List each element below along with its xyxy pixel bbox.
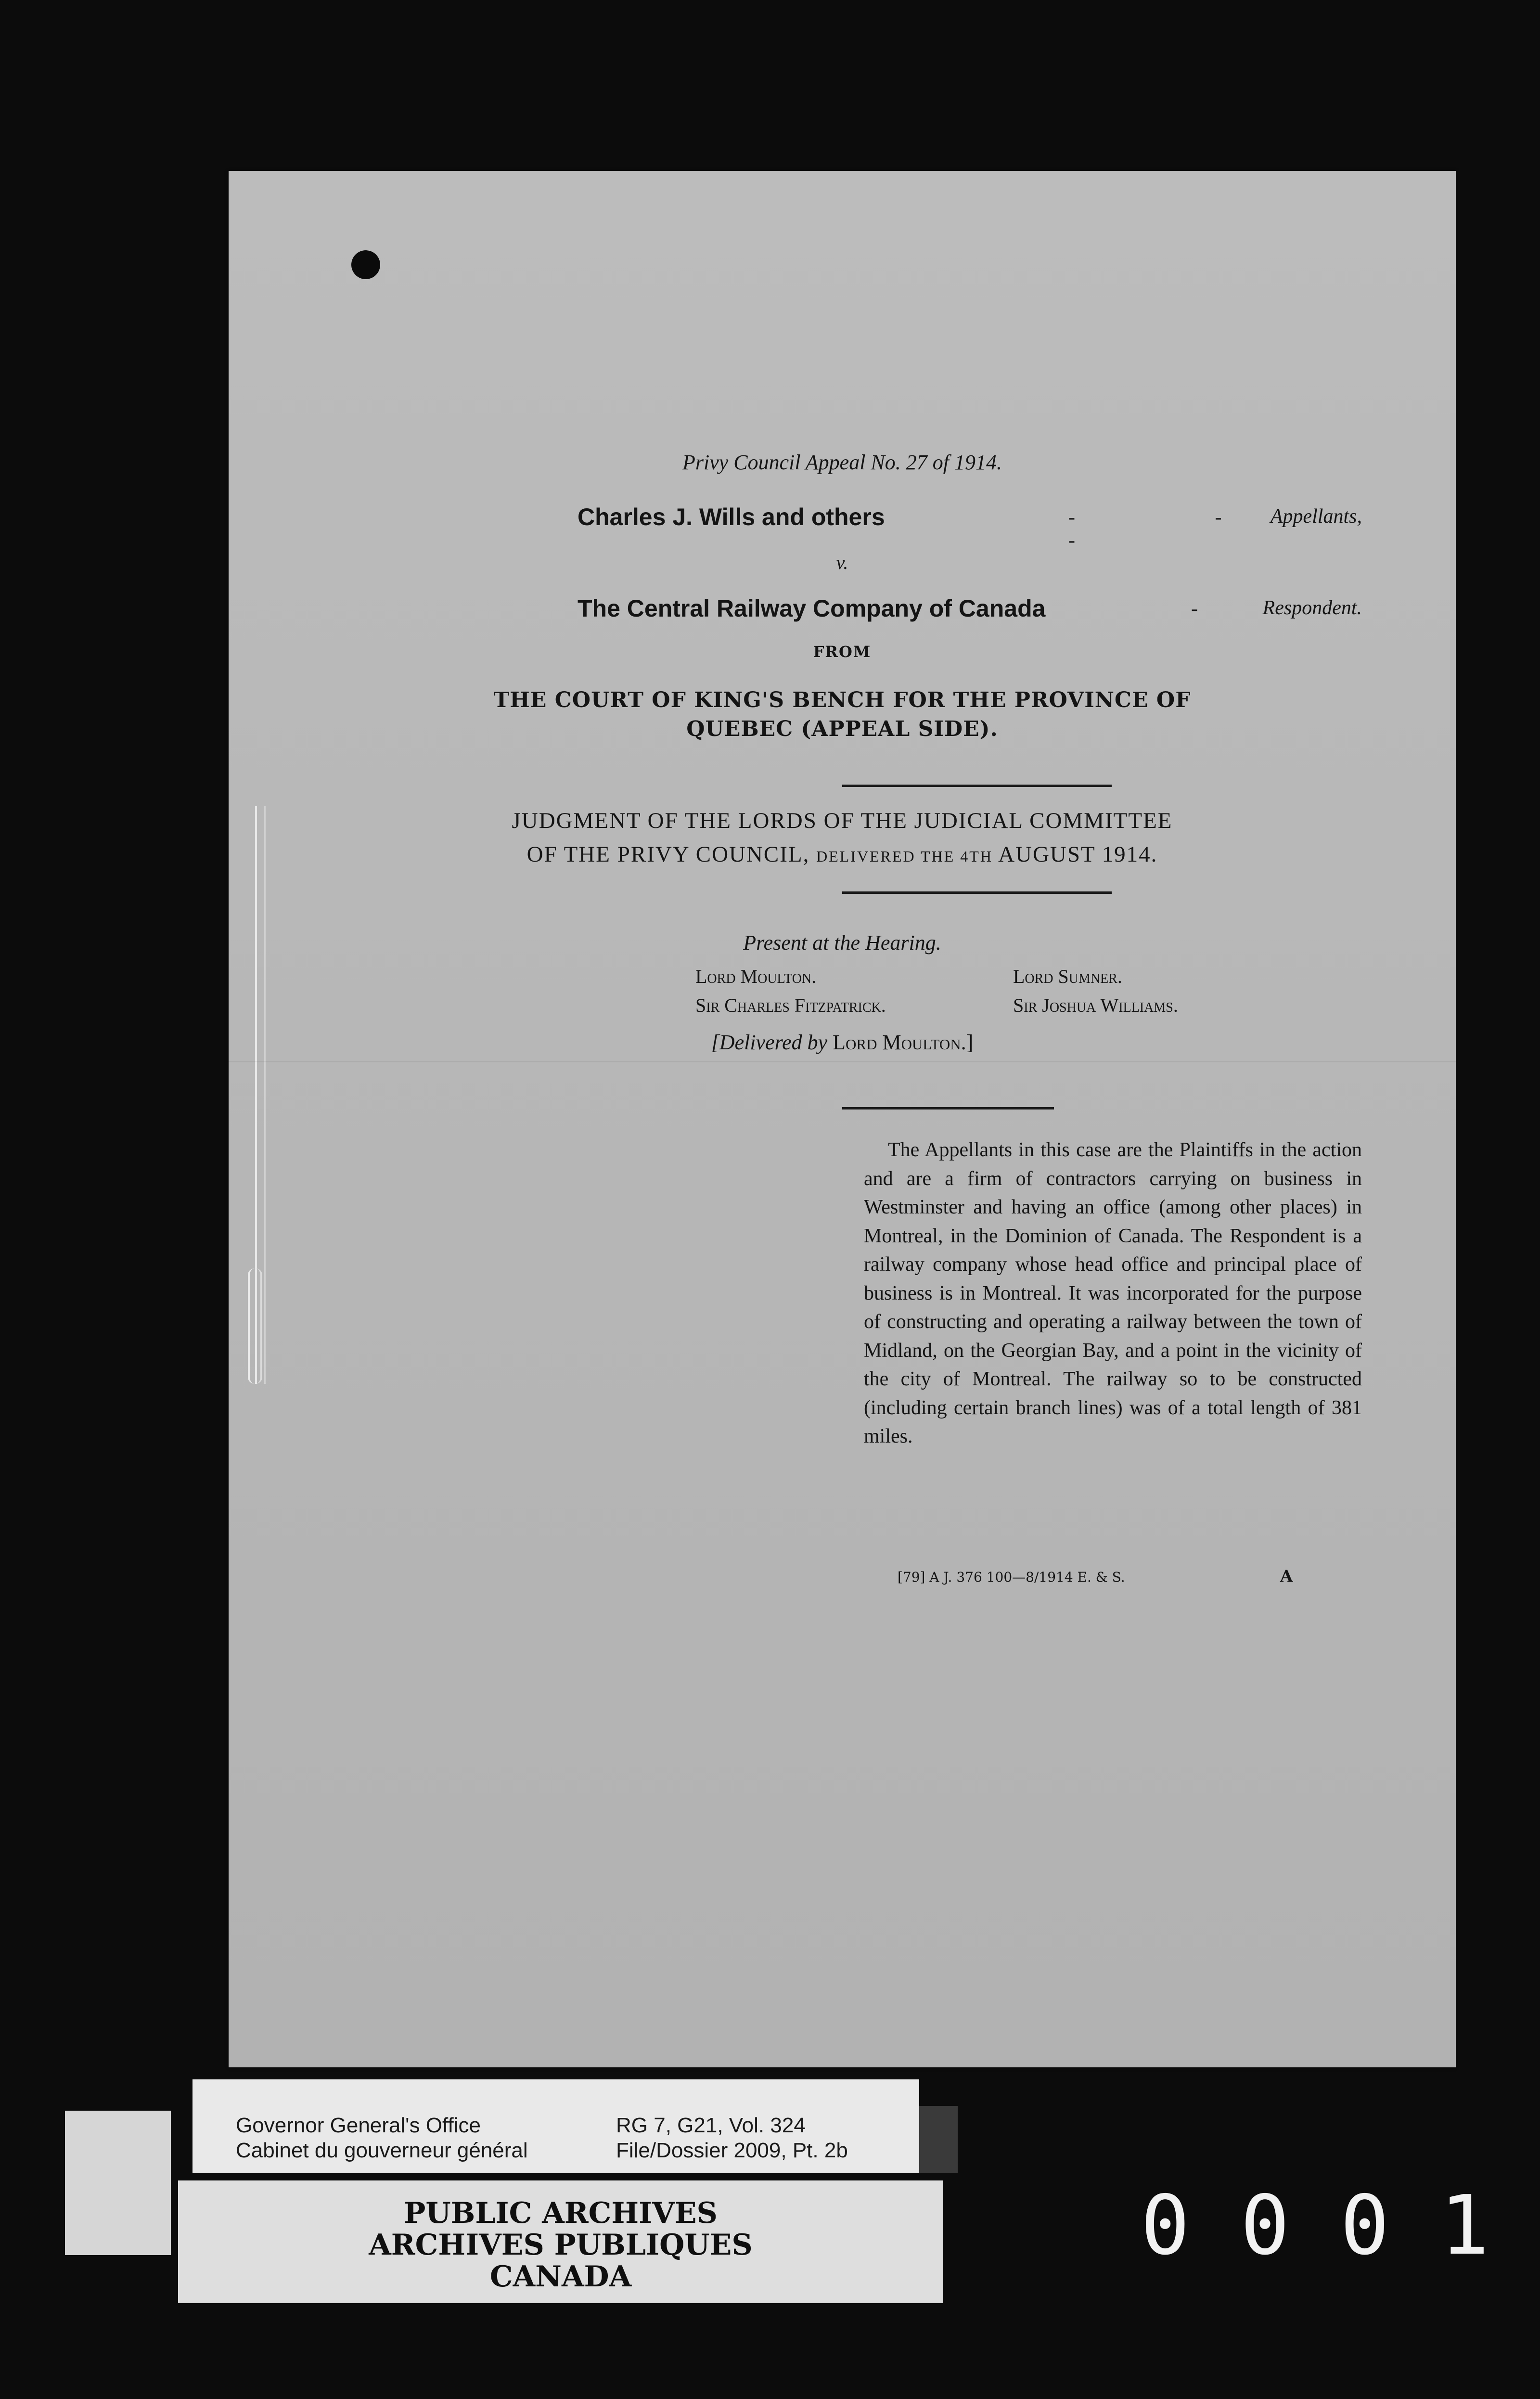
from-label: FROM [813, 643, 872, 661]
frame-number: 0001 [1141, 2178, 1540, 2273]
judge-name: Sir Charles Fitzpatrick. [695, 994, 886, 1016]
binding-string-tail [248, 1268, 262, 1384]
judgment-line-1: JUDGMENT OF THE LORDS OF THE JUDICIAL COMMITTEE [512, 808, 1173, 833]
versus: v. [836, 552, 848, 573]
archives-line-3: CANADA [489, 2260, 632, 2294]
present-heading: Present at the Hearing. [743, 931, 941, 954]
office-french: Cabinet du gouverneur général [236, 2139, 528, 2162]
delivered-by [229, 1030, 1456, 1055]
judgment-delivered: DELIVERED THE 4TH [816, 848, 993, 865]
judgment-line-2 [229, 838, 1456, 873]
divider-rule [842, 1107, 1054, 1109]
reference-file: File/Dossier 2009, Pt. 2b [616, 2139, 848, 2162]
paper-fold [229, 1061, 1456, 1062]
judge-name: Lord Moulton. [695, 966, 817, 987]
archive-reference-label [192, 2079, 919, 2173]
respondent-role: Respondent. [1262, 597, 1362, 619]
judgment-heading [229, 804, 1456, 873]
delivered-prefix: [Delivered by [711, 1031, 828, 1054]
judge-name: Sir Joshua Williams. [1013, 994, 1178, 1016]
divider-rule [842, 785, 1112, 787]
respondent-line [578, 594, 1362, 622]
respondent-name: The Central Railway Company of Canada [578, 595, 1046, 622]
archives-line-2: ARCHIVES PUBLIQUES [369, 2228, 753, 2262]
public-archives-stamp [178, 2180, 943, 2303]
judgment-prefix: OF THE PRIVY COUNCIL, [526, 842, 810, 867]
body-paragraph: The Appellants in this case are the Plaintiffs in the action and are a firm of contractors carrying on business in Westminster and having an office (among other places) in Montreal, in the Dominion of Canada. The Respondent is a railway company whose head office and principal place of business is in Montreal. It was incorporated for the purpose of constructing and operating a railway between the town of Midland, on the Georgian Bay, and a point in the vicinity of the city of Montreal. The railway so to be constructed (including certain branch lines) was of a total length of 381 miles. [864, 1139, 1362, 1447]
judge-name: Lord Sumner. [1013, 966, 1122, 987]
appeal-number: Privy Council Appeal No. 27 of 1914. [682, 451, 1002, 474]
respondent-dash: - [1191, 598, 1265, 620]
court-line-2: QUEBEC (APPEAL SIDE). [686, 717, 998, 741]
court-heading [229, 686, 1456, 744]
appellants-line [578, 503, 1362, 552]
judgment-date: AUGUST 1914. [998, 842, 1158, 867]
court-line-1: THE COURT OF KING'S BENCH FOR THE PROVINCE OF [493, 688, 1191, 712]
appellants-name: Charles J. Wills and others [578, 503, 885, 530]
appellants-role: Appellants, [1270, 505, 1362, 528]
document-page [229, 171, 1456, 2067]
signature-mark: A [1280, 1567, 1293, 1586]
printer-code: [79] A J. 376 100—8/1914 E. & S. [898, 1569, 1125, 1585]
reference-volume: RG 7, G21, Vol. 324 [616, 2114, 806, 2137]
office-english: Governor General's Office [236, 2114, 481, 2137]
archives-text [178, 2197, 943, 2293]
appellants-dashes: - - - [1068, 506, 1289, 552]
archives-line-1: PUBLIC ARCHIVES [404, 2196, 718, 2230]
divider-rule [842, 891, 1112, 894]
delivered-lord: Lord Moulton.] [833, 1031, 974, 1054]
label-backing [65, 2111, 171, 2255]
punch-hole [351, 250, 380, 279]
